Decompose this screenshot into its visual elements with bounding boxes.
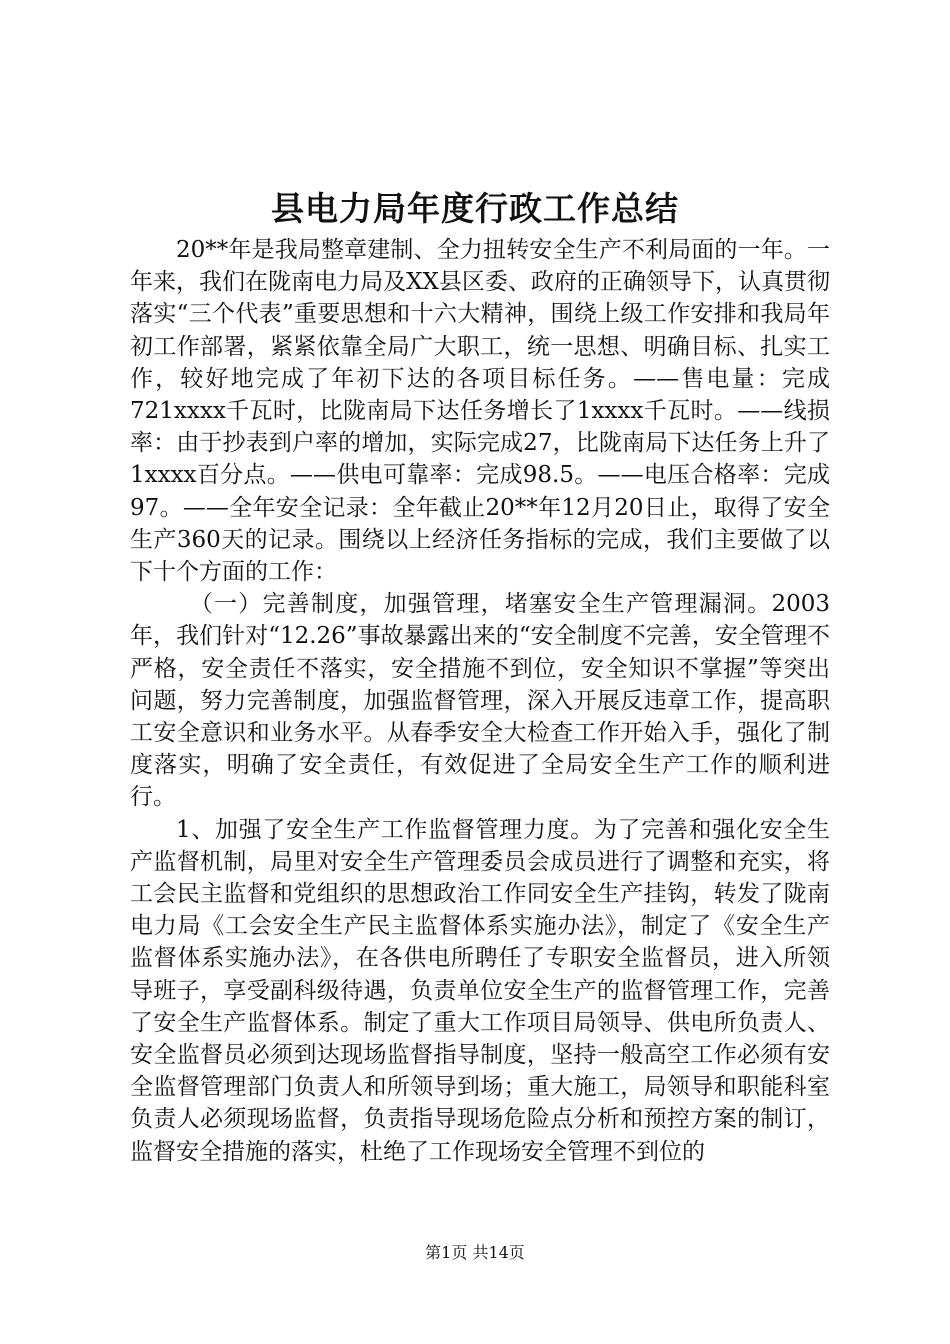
page-number: 第1页 共14页 xyxy=(425,1243,525,1262)
paragraph-section-one: （一）完善制度，加强管理，堵塞安全生产管理漏洞。2003年，我们针对“12.26”事故暴露出来的“安全制度不完善，安全管理不严格，安全责任不落实，安全措施不到位，安全知识不掌握”等突出问题，努力完善制度，加强监督管理，深入开展反违章工作，提高职工安全意识和业务水平。从春季安全大检查工作开始入手，强化了制度落实，明确了安全责任，有效促进了全局安全生产工作的顺利进行。 xyxy=(130,591,830,811)
paragraph-intro: 20**年是我局整章建制、全力扭转安全生产不利局面的一年。一年来，我们在陇南电力局及XX县区委、政府的正确领导下，认真贯彻落实“三个代表”重要思想和十六大精神，围绕上级工作安排和我局年初工作部署，紧紧依靠全局广大职工，统一思想、明确目标、扎实工作，较好地完成了年初下达的各项目标任务。——售电量：完成721xxxx千瓦时，比陇南局下达任务增长了1xxxx千瓦时。——线损率：由于抄表到户率的增加，实际完成27，比陇南局下达任务上升了1xxxx百分点。——供电可靠率：完成98.5。——电压合格率：完成97。——全年安全记录：全年截止20**年12月20日止，取得了安全生产360天的记录。围绕以上经济任务指标的完成，我们主要做了以下十个方面的工作： xyxy=(130,237,830,586)
paragraph-item-one: 1、加强了安全生产工作监督管理力度。为了完善和强化安全生产监督机制，局里对安全生产管理委员会成员进行了调整和充实，将工会民主监督和党组织的思想政治工作同安全生产挂钩，转发了陇南电力局《工会安全生产民主监督体系实施办法》，制定了《安全生产监督体系实施办法》，在各供电所聘任了专职安全监督员，进入所领导班子，享受副科级待遇，负责单位安全生产的监督管理工作，完善了安全生产监督体系。制定了重大工作项目局领导、供电所负责人、安全监督员必须到达现场监督指导制度，坚持一般高空工作必须有安全监督管理部门负责人和所领导到场；重大施工，局领导和职能科室负责人必须现场监督，负责指导现场危险点分析和预控方案的制订，监督安全措施的落实，杜绝了工作现场安全管理不到位的 xyxy=(130,816,830,1165)
document-title: 县电力局年度行政工作总结 xyxy=(271,189,679,228)
document-body xyxy=(130,234,830,1168)
